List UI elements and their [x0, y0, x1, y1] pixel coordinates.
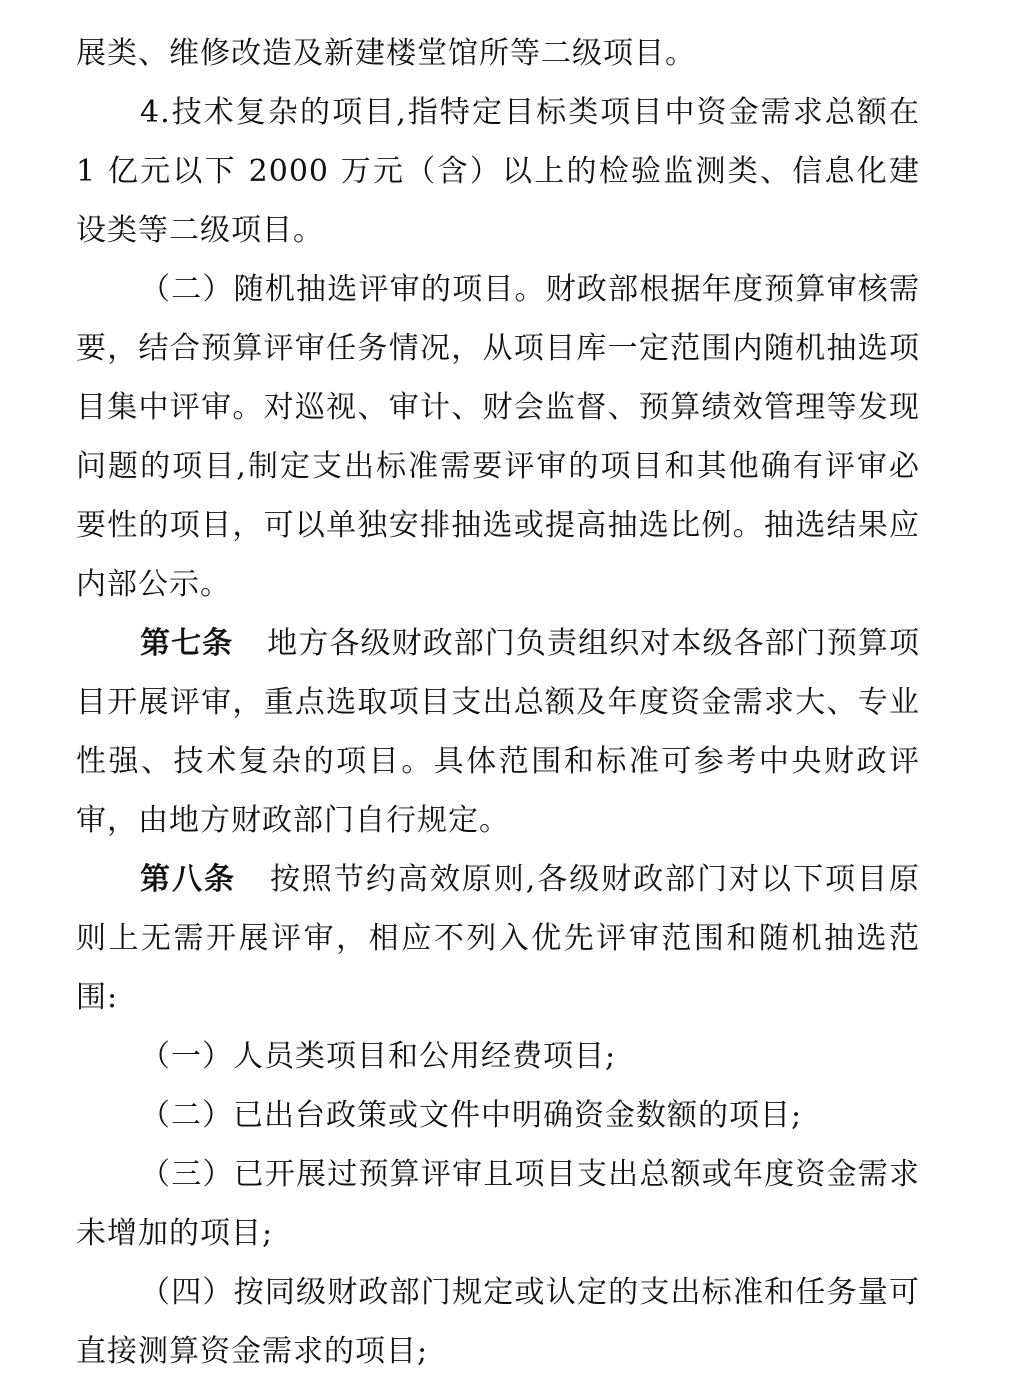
paragraph-item-4: 4.技术复杂的项目,指特定目标类项目中资金需求总额在 1 亿元以下 2000 万元（含）以上的检验监测类、信息化建设类等二级项目。 [76, 95, 920, 248]
paragraph-article-8 [76, 850, 920, 1027]
article-8-text: 按照节约高效原则,各级财政部门对以下项目原则上无需开展评审，相应不列入优先评审范围和随机抽选范围: [76, 862, 920, 1015]
paragraph-exempt-1: （一）人员类项目和公用经费项目; [140, 1039, 617, 1074]
article-7-heading: 第七条 [140, 626, 234, 661]
article-8-heading: 第八条 [140, 862, 236, 897]
paragraph-continued: 展类、维修改造及新建楼堂馆所等二级项目。 [76, 36, 696, 71]
document-page [76, 24, 920, 1381]
paragraph-article-7 [76, 614, 920, 850]
paragraph-exempt-3: （三）已开展过预算评审且项目支出总额或年度资金需求未增加的项目; [76, 1157, 920, 1251]
paragraph-random-review: （二）随机抽选评审的项目。财政部根据年度预算审核需要，结合预算评审任务情况，从项目库一定范围内随机抽选项目集中评审。对巡视、审计、财会监督、预算绩效管理等发现问题的项目,制定支出标准需要评审的项目和其他确有评审必要性的项目，可以单独安排抽选或提高抽选比例。抽选结果应内部公示。 [76, 272, 920, 602]
article-7-text: 地方各级财政部门负责组织对本级各部门预算项目开展评审，重点选取项目支出总额及年度资金需求大、专业性强、技术复杂的项目。具体范围和标准可参考中央财政评审，由地方财政部门自行规定。 [76, 626, 921, 838]
paragraph-exempt-4: （四）按同级财政部门规定或认定的支出标准和任务量可直接测算资金需求的项目; [76, 1275, 920, 1369]
paragraph-exempt-2: （二）已出台政策或文件中明确资金数额的项目; [140, 1098, 803, 1133]
